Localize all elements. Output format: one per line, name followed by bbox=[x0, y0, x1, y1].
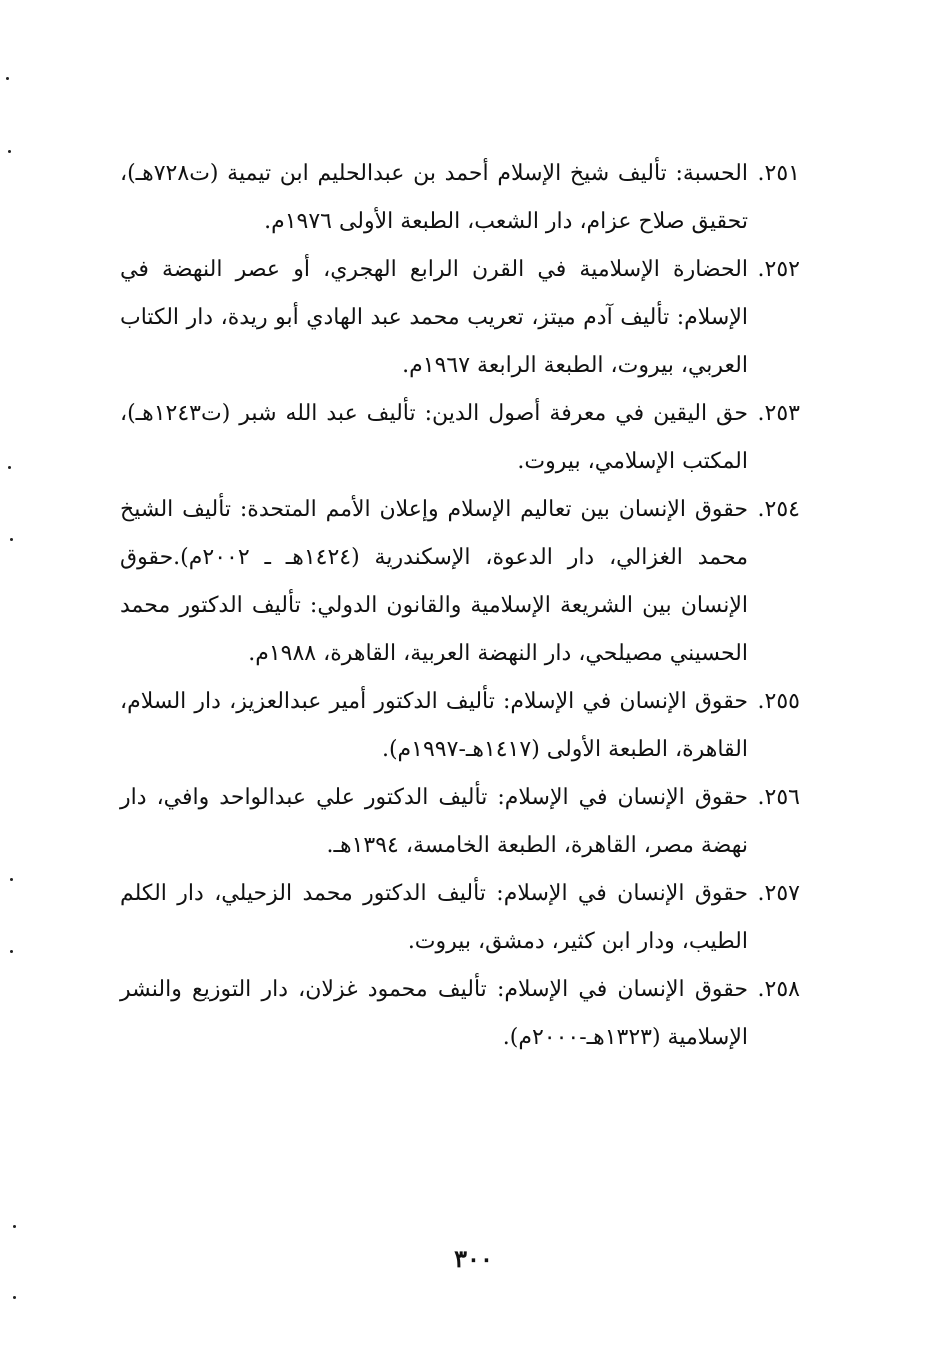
scan-speck bbox=[13, 1225, 16, 1228]
bibliography-entry bbox=[120, 486, 800, 678]
entry-text: حقوق الإنسان في الإسلام: تأليف محمود غزلان، دار التوزيع والنشر الإسلامية (١٣٢٣هـ-٢٠٠٠م). bbox=[120, 977, 748, 1050]
entry-text: الحضارة الإسلامية في القرن الرابع الهجري، أو عصر النهضة في الإسلام: تأليف آدم ميتز، تعريب محمد عبد الهادي أبو ريدة، دار الكتاب العربي، بيروت، الطبعة الرابعة ١٩٦٧م. bbox=[120, 257, 748, 378]
bibliography-list bbox=[120, 150, 800, 1062]
bibliography-entry bbox=[120, 966, 800, 1062]
entry-text: حقوق الإنسان بين تعاليم الإسلام وإعلان الأمم المتحدة: تأليف الشيخ محمد الغزالي، دار الدعوة، الإسكندرية (١٤٢٤هـ ـ ٢٠٠٢م).حقوق الإنسان بين الشريعة الإسلامية والقانون الدولي: تأليف الدكتور محمد الحسيني مصيلحي، دار النهضة العربية، القاهرة، ١٩٨٨م. bbox=[120, 497, 749, 666]
entry-number: ٢٥٨. bbox=[757, 977, 800, 1002]
page-number: ٣٠٠ bbox=[454, 1244, 493, 1273]
scan-speck bbox=[6, 77, 9, 80]
bibliography-entry bbox=[120, 150, 800, 246]
entry-number: ٢٥٥. bbox=[757, 689, 800, 714]
scan-speck bbox=[8, 466, 11, 469]
scan-speck bbox=[10, 538, 13, 541]
entry-number: ٢٥١. bbox=[757, 161, 800, 186]
bibliography-entry bbox=[120, 390, 800, 486]
entry-number: ٢٥٤. bbox=[757, 497, 800, 522]
scan-speck bbox=[13, 1296, 16, 1299]
entry-text: حقوق الإنسان في الإسلام: تأليف الدكتور أمير عبدالعزيز، دار السلام، القاهرة، الطبعة الأولى (١٤١٧هـ-١٩٩٧م). bbox=[120, 689, 748, 762]
entry-text: الحسبة: تأليف شيخ الإسلام أحمد بن عبدالحليم ابن تيمية (ت٧٢٨هـ)، تحقيق صلاح عزام، دار الشعب، الطبعة الأولى ١٩٧٦م. bbox=[120, 161, 748, 234]
entry-number: ٢٥٣. bbox=[757, 401, 800, 426]
bibliography-entry bbox=[120, 678, 800, 774]
entry-text: حقوق الإنسان في الإسلام: تأليف الدكتور علي عبدالواحد وافي، دار نهضة مصر، القاهرة، الطبعة الخامسة، ١٣٩٤هـ. bbox=[120, 785, 748, 858]
entry-number: ٢٥٢. bbox=[757, 257, 800, 282]
scan-speck bbox=[8, 150, 11, 153]
bibliography-entry bbox=[120, 870, 800, 966]
entry-text: حقوق الإنسان في الإسلام: تأليف الدكتور محمد الزحيلي، دار الكلم الطيب، ودار ابن كثير، دمشق، بيروت. bbox=[120, 881, 748, 954]
entry-number: ٢٥٦. bbox=[757, 785, 800, 810]
bibliography-entry bbox=[120, 774, 800, 870]
entry-text: حق اليقين في معرفة أصول الدين: تأليف عبد الله شبر (ت١٢٤٣هـ)، المكتب الإسلامي، بيروت. bbox=[120, 401, 748, 474]
scan-speck bbox=[10, 878, 13, 881]
entry-number: ٢٥٧. bbox=[757, 881, 800, 906]
scan-speck bbox=[10, 950, 13, 953]
bibliography-entry bbox=[120, 246, 800, 390]
